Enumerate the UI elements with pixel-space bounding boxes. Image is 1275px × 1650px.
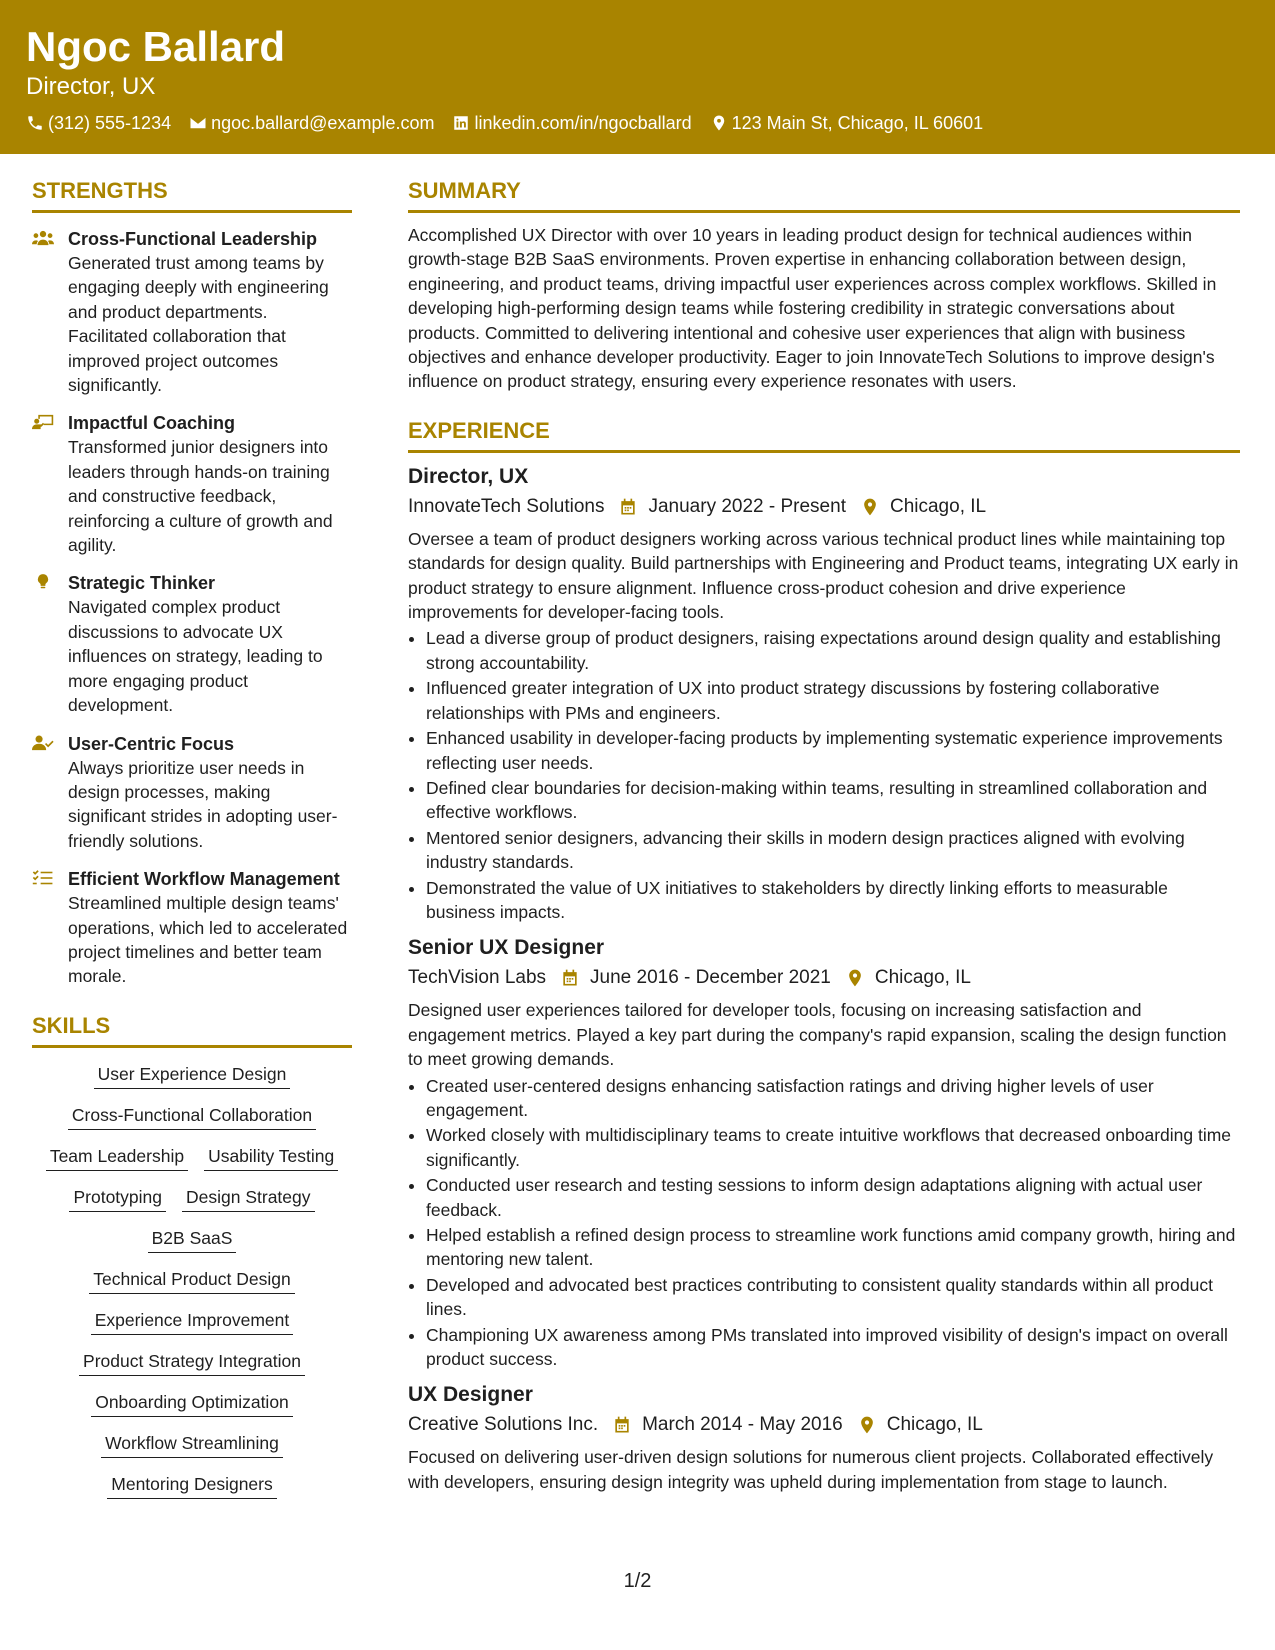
bullet-item: • Conducted user research and testing sessions to inform design adaptations aligning with actual user feedback. — [426, 1173, 1240, 1222]
bullet-item: • Mentored senior designers, advancing their skills in modern design practices aligned with evolving industry standards. — [426, 826, 1240, 875]
job-entry — [408, 463, 1240, 925]
contact-linkedin[interactable] — [452, 110, 691, 136]
job-description: Designed user experiences tailored for developer tools, focusing on increasing satisfaction and engagement metrics. Played a key part during the company's rapid expansion, scaling the design function to meet growing demands. — [408, 1000, 1227, 1070]
contact-phone[interactable] — [26, 110, 171, 136]
map-pin-icon — [710, 114, 728, 132]
job-entry — [408, 1381, 1240, 1494]
skill-tag: Mentoring Designers — [107, 1472, 276, 1499]
address-text: 123 Main St, Chicago, IL 60601 — [731, 113, 984, 133]
left-column — [32, 154, 352, 1499]
skill-tag: Design Strategy — [182, 1185, 315, 1212]
skill-tag: Product Strategy Integration — [79, 1349, 305, 1376]
job-description: Focused on delivering user-driven design solutions for numerous client projects. Collaborated effectively with developers, ensuring design integrity was upheld during implementation from stage to launch. — [408, 1447, 1214, 1492]
strength-item — [32, 227, 352, 397]
contact-address — [710, 110, 984, 136]
page-number: 1/2 — [623, 1570, 652, 1592]
right-column — [408, 154, 1240, 1499]
phone-text: (312) 555-1234 — [48, 113, 172, 133]
summary-heading: SUMMARY — [408, 178, 1240, 213]
contact-bar — [26, 110, 1249, 136]
strength-item — [32, 571, 352, 717]
candidate-name: Ngoc Ballard — [26, 23, 286, 70]
checklist-icon — [32, 868, 54, 888]
skill-tag: Workflow Streamlining — [101, 1431, 283, 1458]
job-meta — [408, 493, 1240, 521]
job-company: InnovateTech Solutions — [408, 495, 605, 517]
strength-title: Cross-Functional Leadership — [68, 229, 318, 249]
skill-tag: User Experience Design — [94, 1062, 291, 1089]
strength-item — [32, 732, 352, 854]
strength-desc: Navigated complex product discussions to advocate UX influences on strategy, leading to more engaging product development. — [68, 597, 323, 716]
job-company: Creative Solutions Inc. — [408, 1414, 599, 1436]
job-title: UX Designer — [408, 1383, 533, 1407]
skill-tag: Onboarding Optimization — [91, 1390, 293, 1417]
skills-heading: SKILLS — [32, 1013, 352, 1048]
skill-tag: Cross-Functional Collaboration — [68, 1103, 316, 1130]
strength-desc: Transformed junior designers into leaders through hands-on training and constructive feedback, reinforcing a culture of growth and agility. — [68, 437, 333, 556]
strengths-heading: STRENGTHS — [32, 178, 352, 213]
map-pin-icon — [857, 1415, 877, 1435]
skill-tag: B2B SaaS — [148, 1226, 237, 1253]
job-description: Oversee a team of product designers working across various technical product lines while maintaining top standards for design quality. Build partnerships with Engineering and Product teams, integrating UX early in product strategy to ensure alignment. Influence cross-product cohesion and drive experience improvements for developer-facing tools. — [408, 528, 1239, 623]
map-pin-icon — [845, 968, 865, 988]
lightbulb-icon — [32, 572, 54, 592]
strength-item — [32, 867, 352, 989]
strength-title: Impactful Coaching — [68, 413, 236, 434]
strength-desc: Generated trust among teams by engaging deeply with engineering and product departments. Facilitated collaboration that improved project outcomes significantly. — [68, 253, 329, 396]
job-title: Director, UX — [408, 464, 529, 488]
job-title: Senior UX Designer — [408, 936, 605, 960]
bullet-item: • Defined clear boundaries for decision-making within teams, resulting in streamlined collaboration and effective workflows. — [426, 776, 1240, 825]
email-text: ngoc.ballard@example.com — [211, 113, 435, 133]
skills-list — [32, 1048, 352, 1499]
job-location: Chicago, IL — [874, 967, 971, 989]
bullet-item: • Influenced greater integration of UX into product strategy discussions by fostering collaborative relationships with PMs and engineers. — [426, 676, 1240, 725]
summary-text: Accomplished UX Director with over 10 years in leading product design for technical audiences within growth-stage B2B SaaS environments. Proven expertise in enhancing collaboration between design, engineering, and product teams, driving impactful user experiences across complex workflows. Skilled in developing high-performing design teams while fostering credibility in strategic conversations about products. Committed to delivering intentional and cohesive user experiences that align with business objectives and enhance developer productivity. Eager to join InnovateTech Solutions to improve design's influence on product strategy, ensuring every experience resonates with users. — [408, 225, 1217, 392]
strength-title: Strategic Thinker — [68, 573, 216, 594]
envelope-icon — [189, 114, 207, 132]
job-meta — [408, 964, 1240, 992]
linkedin-icon — [452, 114, 470, 132]
bullet-item: • Created user-centered designs enhancing satisfaction ratings and driving higher levels of user engagement. — [426, 1074, 1240, 1123]
bullet-item: • Developed and advocated best practices contributing to consistent quality standards within all product lines. — [426, 1273, 1240, 1322]
job-bullets — [408, 1074, 1240, 1372]
job-company: TechVision Labs — [408, 967, 547, 989]
job-dates: January 2022 - Present — [648, 495, 846, 517]
linkedin-text: linkedin.com/in/ngocballard — [474, 113, 692, 133]
skill-tag: Team Leadership — [46, 1144, 188, 1171]
job-meta — [408, 1411, 1240, 1439]
user-check-icon — [32, 733, 54, 753]
coaching-icon — [32, 412, 54, 432]
bullet-item: • Worked closely with multidisciplinary teams to create intuitive workflows that decreased onboarding time significantly. — [426, 1123, 1240, 1172]
job-entry — [408, 934, 1240, 1371]
strength-title: Efficient Workflow Management — [68, 869, 340, 890]
job-bullets — [408, 626, 1240, 924]
calendar-icon — [560, 968, 580, 988]
resume-header — [0, 0, 1275, 154]
strength-item — [32, 411, 352, 557]
strength-title: User-Centric Focus — [68, 733, 235, 754]
contact-email[interactable] — [189, 110, 434, 136]
skill-tag: Experience Improvement — [91, 1308, 294, 1335]
calendar-icon — [618, 497, 638, 517]
skill-tag: Usability Testing — [204, 1144, 338, 1171]
map-pin-icon — [860, 497, 880, 517]
strength-desc: Streamlined multiple design teams' operations, which led to accelerated project timelines and better team morale. — [68, 893, 348, 987]
strength-desc: Always prioritize user needs in design processes, making significant strides in adopting user-friendly solutions. — [68, 757, 338, 851]
candidate-title: Director, UX — [26, 73, 156, 100]
bullet-item: • Championing UX awareness among PMs translated into improved visibility of design's impact on overall product success. — [426, 1323, 1240, 1372]
bullet-item: • Enhanced usability in developer-facing products by implementing systematic experience improvements reflecting user needs. — [426, 726, 1240, 775]
calendar-icon — [612, 1415, 632, 1435]
job-location: Chicago, IL — [886, 1414, 983, 1436]
job-dates: June 2016 - December 2021 — [590, 967, 831, 989]
bullet-item: • Helped establish a refined design process to streamline work functions amid company growth, hiring and mentoring new talent. — [426, 1223, 1240, 1272]
users-icon — [32, 228, 54, 248]
job-dates: March 2014 - May 2016 — [642, 1414, 843, 1436]
bullet-item: • Demonstrated the value of UX initiatives to stakeholders by directly linking efforts to measurable business impacts. — [426, 876, 1240, 925]
experience-heading: EXPERIENCE — [408, 418, 1240, 453]
skill-tag: Prototyping — [69, 1185, 166, 1212]
skill-tag: Technical Product Design — [89, 1267, 294, 1294]
bullet-item: • Lead a diverse group of product designers, raising expectations around design quality and establishing strong accountability. — [426, 626, 1240, 675]
job-location: Chicago, IL — [889, 495, 987, 517]
phone-icon — [26, 114, 44, 132]
